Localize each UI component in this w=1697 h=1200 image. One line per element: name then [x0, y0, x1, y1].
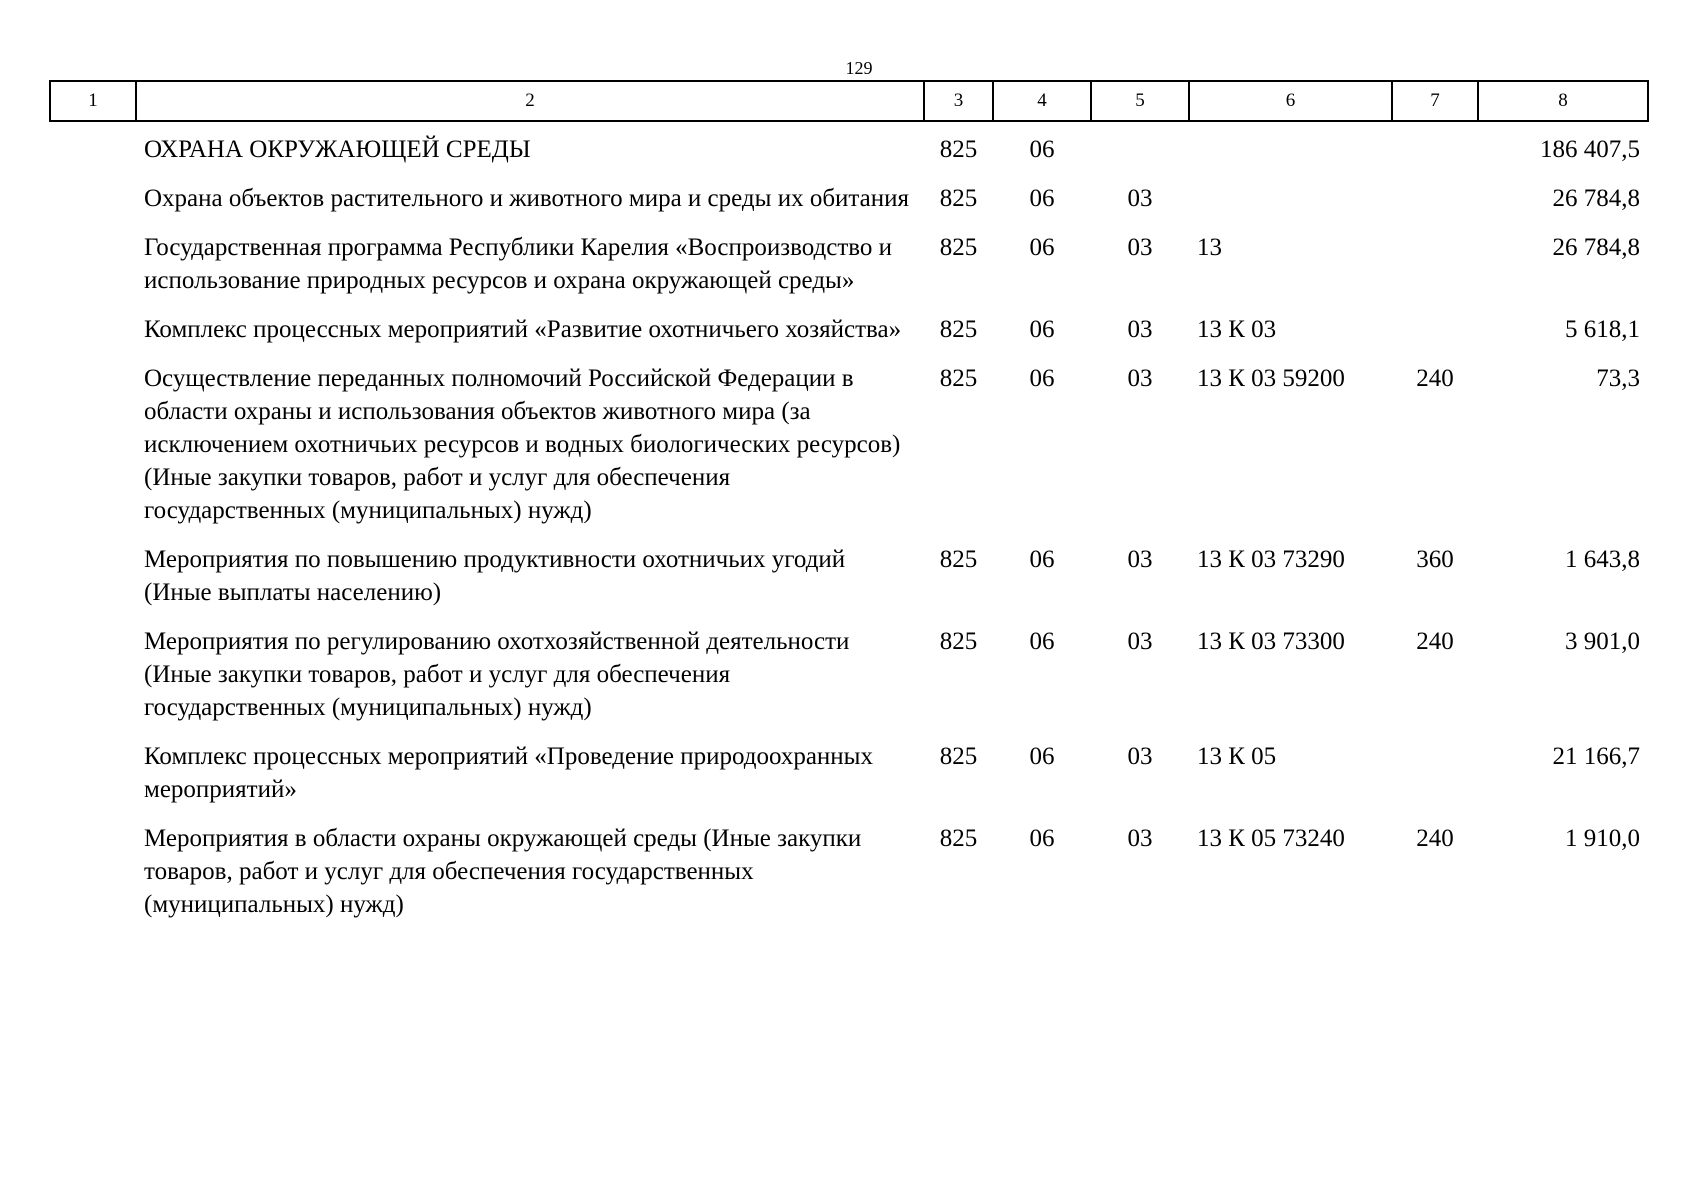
section-code: 06 — [1029, 365, 1055, 392]
item-name: Мероприятия по регулированию охотхозяйственной деятельности (Иные закупки товаров, работ и услуг для обеспечения государственных (муниципальных) нужд) — [144, 628, 850, 721]
section-code: 06 — [1029, 136, 1055, 163]
subsection-code: 03 — [1127, 185, 1153, 212]
item-name: Государственная программа Республики Карелия «Воспроизводство и использование природных ресурсов и охрана окружающей среды» — [144, 234, 893, 294]
column-header-4: 4 — [993, 81, 1091, 121]
item-name: Комплекс процессных мероприятий «Развитие охотничьего хозяйства» — [144, 316, 902, 343]
ministry-code: 825 — [939, 234, 978, 261]
subsection-code: 03 — [1127, 316, 1153, 343]
subsection-code: 03 — [1127, 234, 1153, 261]
ministry-code: 825 — [939, 628, 978, 655]
table-row — [50, 625, 1648, 740]
ministry-code: 825 — [939, 136, 978, 163]
ministry-code: 825 — [939, 185, 978, 212]
table-row — [50, 740, 1648, 822]
row-number-cell — [50, 231, 136, 313]
column-number-header-row — [50, 81, 1648, 121]
subsection-code: 03 — [1127, 628, 1153, 655]
column-header-2: 2 — [136, 81, 924, 121]
item-name: Осуществление переданных полномочий Российской Федерации в области охраны и использования объектов животного мира (за исключением охотничьих ресурсов и водных биологических ресурсов) (Иные закупки товаров, работ и услуг для обеспечения государственных (муниципальных) нужд) — [144, 365, 901, 524]
column-header-3: 3 — [924, 81, 993, 121]
column-header-8: 8 — [1478, 81, 1648, 121]
item-name: Комплекс процессных мероприятий «Проведение природоохранных мероприятий» — [144, 743, 873, 803]
subsection-code: 03 — [1127, 825, 1153, 852]
section-code: 06 — [1029, 234, 1055, 261]
table-row — [50, 362, 1648, 543]
subsection-code: 03 — [1127, 743, 1153, 770]
amount: 186 407,5 — [1540, 136, 1640, 163]
page-number: 129 — [845, 58, 873, 78]
row-number-cell — [50, 543, 136, 625]
section-code: 06 — [1029, 316, 1055, 343]
item-name: Охрана объектов растительного и животного мира и среды их обитания — [144, 185, 910, 212]
table-row — [50, 822, 1648, 937]
amount: 73,3 — [1596, 365, 1640, 392]
target-article-code: 13 К 05 73240 — [1197, 825, 1345, 852]
column-header-5: 5 — [1091, 81, 1189, 121]
column-header-7: 7 — [1392, 81, 1478, 121]
table-row — [50, 543, 1648, 625]
amount: 5 618,1 — [1565, 316, 1640, 343]
subsection-code — [1091, 121, 1189, 182]
ministry-code: 825 — [939, 365, 978, 392]
column-header-1: 1 — [50, 81, 136, 121]
row-number-cell — [50, 362, 136, 543]
row-number-cell — [50, 822, 136, 937]
target-article-code: 13 К 03 — [1197, 316, 1277, 343]
target-article-code: 13 К 03 59200 — [1197, 365, 1345, 392]
ministry-code: 825 — [939, 546, 978, 573]
subsection-code: 03 — [1127, 546, 1153, 573]
section-code: 06 — [1029, 743, 1055, 770]
expense-type-code: 240 — [1416, 365, 1454, 392]
target-article-code: 13 К 05 — [1197, 743, 1277, 770]
budget-table — [49, 80, 1649, 937]
expense-type-code: 360 — [1416, 546, 1454, 573]
section-code: 06 — [1029, 546, 1055, 573]
expense-type-code — [1392, 740, 1478, 822]
amount: 26 784,8 — [1552, 185, 1640, 212]
row-number-cell — [50, 313, 136, 362]
section-code: 06 — [1029, 185, 1055, 212]
row-number-cell — [50, 182, 136, 231]
amount: 1 910,0 — [1565, 825, 1640, 852]
table-row — [50, 121, 1648, 182]
ministry-code: 825 — [939, 316, 978, 343]
item-name: Мероприятия по повышению продуктивности охотничьих угодий (Иные выплаты населению) — [144, 546, 846, 606]
target-article-code: 13 — [1197, 234, 1222, 261]
ministry-code: 825 — [939, 743, 978, 770]
item-name: ОХРАНА ОКРУЖАЮЩЕЙ СРЕДЫ — [144, 136, 531, 163]
amount: 1 643,8 — [1565, 546, 1640, 573]
target-article-code — [1189, 182, 1392, 231]
amount: 26 784,8 — [1552, 234, 1640, 261]
expense-type-code — [1392, 121, 1478, 182]
expense-type-code — [1392, 231, 1478, 313]
amount: 21 166,7 — [1552, 743, 1640, 770]
row-number-cell — [50, 625, 136, 740]
table-row — [50, 182, 1648, 231]
row-number-cell — [50, 121, 136, 182]
row-number-cell — [50, 740, 136, 822]
expense-type-code — [1392, 182, 1478, 231]
column-header-6: 6 — [1189, 81, 1392, 121]
target-article-code: 13 К 03 73290 — [1197, 546, 1345, 573]
ministry-code: 825 — [939, 825, 978, 852]
expense-type-code: 240 — [1416, 628, 1454, 655]
table-row — [50, 313, 1648, 362]
amount: 3 901,0 — [1565, 628, 1640, 655]
expense-type-code — [1392, 313, 1478, 362]
target-article-code — [1189, 121, 1392, 182]
expense-type-code: 240 — [1416, 825, 1454, 852]
section-code: 06 — [1029, 628, 1055, 655]
table-row — [50, 231, 1648, 313]
subsection-code: 03 — [1127, 365, 1153, 392]
section-code: 06 — [1029, 825, 1055, 852]
item-name: Мероприятия в области охраны окружающей среды (Иные закупки товаров, работ и услуг для обеспечения государственных (муниципальных) нужд) — [144, 825, 862, 918]
target-article-code: 13 К 03 73300 — [1197, 628, 1345, 655]
